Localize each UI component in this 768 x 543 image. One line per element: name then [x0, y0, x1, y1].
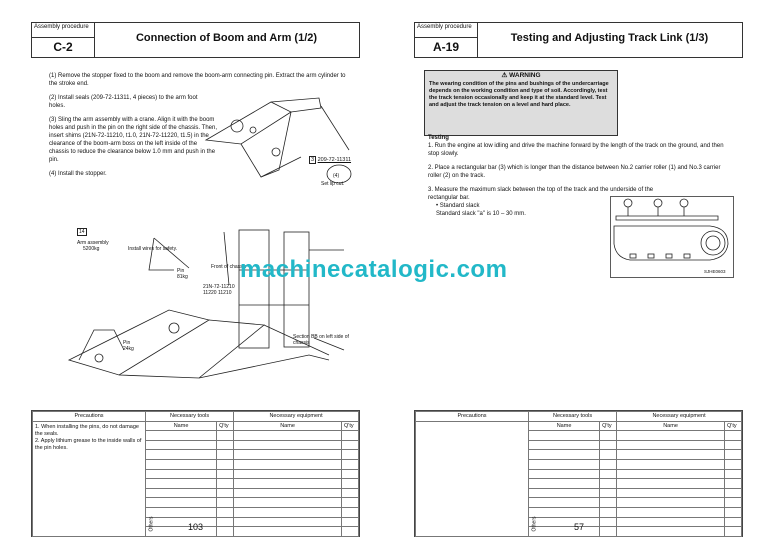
left-equip-qty-col: Q'ty — [342, 421, 359, 431]
left-header-box — [32, 23, 95, 57]
right-requirements-table — [414, 410, 743, 537]
right-page-number: 57 — [574, 522, 585, 532]
part-count: (4) — [333, 173, 340, 179]
right-step-3-bullet: • Standard slack — [436, 203, 480, 209]
pin-upper-label — [177, 268, 188, 280]
left-precaution-2: 2. Apply lithium grease to the inside walls of the pin holes. — [35, 437, 142, 451]
pin-upper-weight-text: 81kg — [177, 274, 188, 280]
left-tools-qty-col: Q'ty — [217, 421, 234, 431]
shim-ref-row — [203, 290, 235, 296]
right-others-label: Others — [531, 516, 538, 532]
left-header — [31, 22, 360, 58]
right-header-label: Assembly procedure — [417, 24, 472, 30]
left-header-label: Assembly procedure — [34, 24, 89, 30]
testing-heading: Testing — [428, 135, 449, 141]
shim-ref-3-text: 11210 — [217, 290, 232, 296]
right-header — [414, 22, 743, 58]
right-step-3-value: Standard slack "a" is 10 – 30 mm. — [436, 211, 526, 217]
warning-title: WARNING — [509, 72, 541, 79]
left-procedure-code: C-2 — [32, 37, 94, 54]
right-step-3: 3. Measure the maximum slack between the top of the track and the underside of the rectangular bar. — [428, 187, 654, 201]
pin-lower-text: Pin — [123, 340, 131, 346]
left-step-4: (4) Install the stopper. — [49, 171, 107, 177]
left-tools-name-col: Name — [146, 421, 217, 431]
warning-box — [424, 70, 618, 136]
shim-refs — [203, 284, 235, 296]
section-bb-label: Section BB on left side of chassis — [293, 334, 349, 346]
watermark: machinecatalogic.com — [240, 256, 508, 283]
right-step-1: 1. Run the engine at low idling and drive the machine forward by the length of the track on the ground, and then stop slowly. — [428, 143, 724, 157]
arm-assembly-diagram — [59, 210, 349, 395]
part-ref-text: 209-72-11311 — [317, 157, 352, 163]
callout-14-text: 14 — [79, 229, 85, 235]
wires-note: Install wires for safety. — [128, 246, 178, 252]
left-page-title: Connection of Boom and Arm (1/2) — [135, 32, 318, 44]
shim-ref-1-text: 21N-72-11210 — [203, 284, 235, 290]
right-tools-header: Necessary tools — [529, 412, 617, 422]
arm-assembly-label — [77, 240, 109, 252]
warning-heading — [425, 72, 617, 79]
right-page-title: Testing and Adjusting Track Link (1/3) — [510, 32, 709, 44]
right-precautions-cell — [416, 421, 529, 536]
callout-14 — [77, 228, 87, 236]
left-requirements-table — [31, 410, 360, 537]
arm-assembly-text: Arm assembly — [77, 240, 109, 246]
warning-text: The wearing condition of the pins and bushings of the undercarriage depends on the working condition and type of soil. Accordingly, test the track tension occasionally and keep it at the standard level. Test and adjust the track tension on a level and hard place. — [429, 81, 609, 108]
figure-code: SJHE0603 — [704, 269, 726, 274]
diagram-part-ref — [309, 157, 351, 163]
left-tools-header: Necessary tools — [146, 412, 234, 422]
right-equip-name-col: Name — [617, 421, 725, 431]
arm-weight-text: 5200kg — [83, 246, 100, 252]
left-precautions-header: Precautions — [33, 412, 146, 422]
right-header-box — [415, 23, 478, 57]
left-step-3: (3) Sling the arm assembly with a crane. Align it with the boom holes and push in the pin on the right side of the chassis. Then, insert shims (21N-72-11210, t1.0, 21N-72-11220, t1.5) in the clearance of the boom-arm boss on the left inside of the chassis to reduce the clearance below 1.0 mm and push in the pin. — [49, 117, 217, 163]
left-step-1: (1) Remove the stopper fixed to the boom and remove the boom-arm connecting pin. Extract the arm cylinder to the stroke end. — [49, 73, 346, 87]
shim-ref-2-text: 11220 — [203, 290, 217, 296]
left-step-2: (2) Install seals (209-72-11311, 4 pieces) to the arm foot holes. — [49, 95, 198, 109]
left-precautions-cell — [33, 421, 146, 536]
left-precaution-1: 1. When installing the pins, do not damage the seals. — [35, 423, 139, 437]
left-equipment-header: Necessary equipment — [234, 412, 359, 422]
left-page-number: 103 — [188, 522, 204, 532]
left-equip-name-col: Name — [234, 421, 342, 431]
right-step-2: 2. Place a rectangular bar (3) which is longer than the distance between No.2 carrier roller (1) and No.3 carrier roller (2) on the track. — [428, 165, 721, 179]
right-procedure-code: A-19 — [415, 37, 477, 54]
right-precautions-header: Precautions — [416, 412, 529, 422]
lip-note: Set lip cut. — [321, 181, 345, 187]
warning-icon: ⚠ — [501, 72, 508, 79]
front-chassis-label: Front of chassis — [211, 264, 247, 270]
right-equip-qty-col: Q'ty — [725, 421, 742, 431]
right-tools-name-col: Name — [529, 421, 600, 431]
track-link-diagram — [610, 196, 734, 278]
pin-lower-weight-text: 24kg — [123, 346, 134, 352]
left-others-label: Others — [148, 516, 155, 532]
pin-upper-text: Pin — [177, 268, 185, 274]
right-equipment-header: Necessary equipment — [617, 412, 742, 422]
right-tools-qty-col: Q'ty — [600, 421, 617, 431]
callout-3: 3 — [311, 157, 315, 163]
pin-lower-label — [123, 340, 134, 352]
